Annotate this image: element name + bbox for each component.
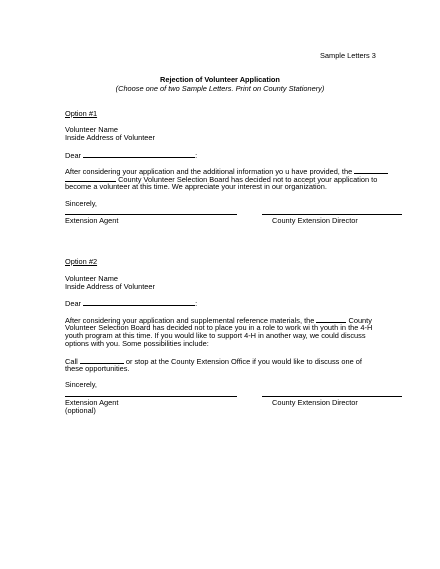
option2-closing: Sincerely, (65, 380, 97, 389)
option1-heading: Option #1 (65, 109, 98, 118)
option2-signature-line-right (262, 396, 402, 397)
option1-salutation (65, 150, 197, 160)
option2-signature-left: Extension Agent (65, 398, 119, 407)
option2-call-text: or stop at the County Extension Office if you would like to discuss one of (125, 357, 362, 366)
option2-heading: Option #2 (65, 257, 98, 266)
option2-county-blank (316, 315, 346, 323)
option2-volunteer-name: Volunteer Name (65, 274, 118, 283)
option2-body-line2: Volunteer Selection Board has decided not to place you in a role to work wi th youth in the 4-H (65, 323, 373, 332)
option1-signature-line-right (262, 214, 402, 215)
option2-signature-right: County Extension Director (272, 398, 358, 407)
option2-body-line3: youth program at this time. If you would like to support 4-H in another way, we could discuss (65, 331, 366, 340)
option1-signature-left: Extension Agent (65, 216, 119, 225)
option2-dear-end: : (195, 299, 198, 308)
option1-volunteer-name: Volunteer Name (65, 125, 118, 134)
option2-dear-label: Dear (65, 299, 82, 308)
option1-signature-line-left (65, 214, 237, 215)
option1-signature-right: County Extension Director (272, 216, 358, 225)
option1-closing: Sincerely, (65, 199, 97, 208)
option1-inside-address: Inside Address of Volunteer (65, 133, 155, 142)
option2-body-text1a: After considering your application and supplemental reference materials, the (65, 316, 315, 325)
letter-title: Rejection of Volunteer Application (160, 75, 280, 84)
option2-signature-line-left (65, 396, 237, 397)
option2-inside-address: Inside Address of Volunteer (65, 282, 155, 291)
option2-phone-blank (80, 356, 124, 364)
option2-call-line2: these opportunities. (65, 364, 130, 373)
letter-subtitle: (Choose one of two Sample Letters. Print on County Stationery) (115, 84, 325, 93)
option2-signature-left-optional: (optional) (65, 406, 96, 415)
option2-body-text1b: County (348, 316, 372, 325)
option2-name-blank (83, 298, 198, 308)
option1-dear-end: : (195, 151, 198, 160)
option1-name-blank (83, 150, 198, 160)
option2-body-line4: options with you. Some possibilities include: (65, 339, 209, 348)
option1-county-blank-b (65, 174, 116, 182)
page-label: Sample Letters 3 (320, 51, 376, 60)
option2-salutation (65, 298, 197, 308)
option1-body-text1: After considering your application and the additional information yo u have provided, the (65, 167, 353, 176)
option1-county-blank-a (354, 166, 388, 174)
option2-call-label: Call (65, 357, 78, 366)
option1-body-line3: become a volunteer at this time. We appreciate your interest in our organization. (65, 182, 327, 191)
option1-body-text2: County Volunteer Selection Board has decided not to accept your application to (118, 175, 378, 184)
option1-dear-label: Dear (65, 151, 82, 160)
